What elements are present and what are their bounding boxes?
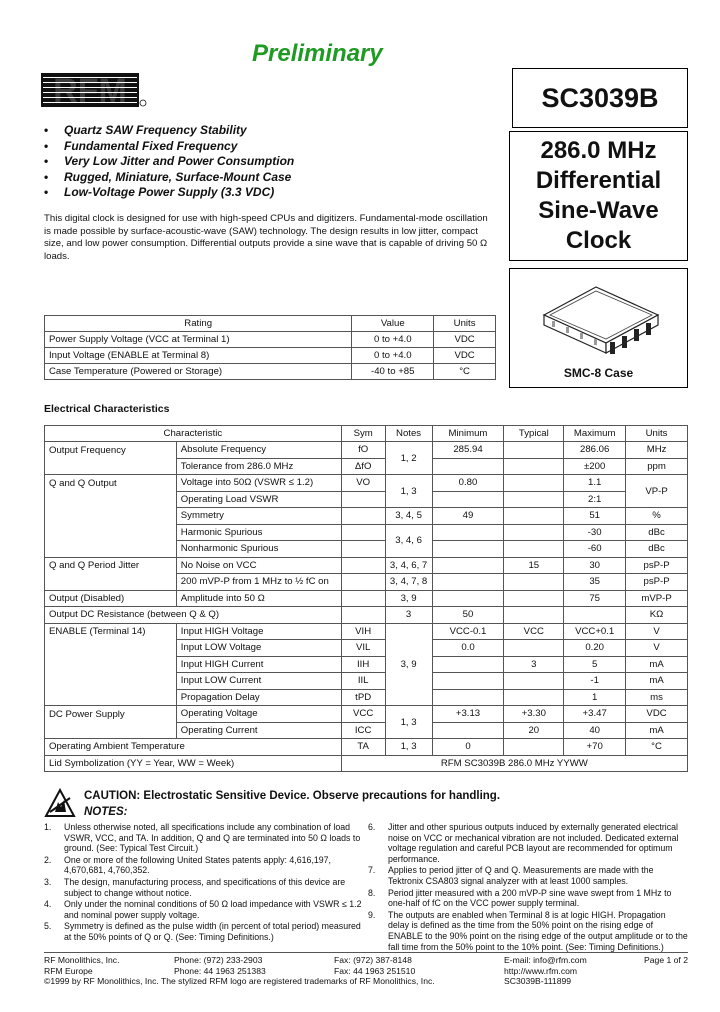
cell: 286.06 xyxy=(564,442,626,459)
note-item xyxy=(368,910,688,952)
cell xyxy=(432,491,504,508)
cell: mA xyxy=(626,656,688,673)
footer-row xyxy=(44,966,688,977)
cell xyxy=(504,640,564,657)
note-item xyxy=(368,888,688,909)
rating-value: -40 to +85 xyxy=(352,364,434,380)
table-row xyxy=(45,475,688,492)
description-line: Clock xyxy=(565,227,632,254)
cell: Lid Symbolization (YY = Year, WW = Week) xyxy=(45,755,342,772)
cell xyxy=(432,689,504,706)
note-text: The outputs are enabled when Terminal 8 is at logic HIGH. Propagation delay is defined as the time from the 50% point on the rising edge of ENABLE to the 90% point on the rising edge of the output amplitude or to the fall time from the 50% point to the 10% point. (See: Timing Definitions.) xyxy=(388,909,688,952)
note-text: Unless otherwise noted, all specifications include any combination of load VSWR, VCC, and TA. In addition, Q and Q are terminated into 50 Ω loads to ground. (See: Typical Test Circuit.) xyxy=(64,822,361,854)
footer-copyright: ©1999 by RF Monolithics, Inc. The stylized RFM logo are registered trademarks of RF Monolithics, Inc. xyxy=(44,976,435,986)
footer-phone: Phone: 44 1963 251383 xyxy=(174,965,266,976)
cell: KΩ xyxy=(626,607,688,624)
cell: VDC xyxy=(626,706,688,723)
footer-company: RF Monolithics, Inc. xyxy=(44,955,120,965)
cell: VCC-0.1 xyxy=(432,623,504,640)
table-row xyxy=(45,590,688,607)
table-row xyxy=(45,508,688,525)
cell: psP-P xyxy=(626,557,688,574)
cell: TA xyxy=(341,739,385,756)
section-title: Electrical Characteristics xyxy=(44,403,170,415)
cell xyxy=(341,574,385,591)
cell xyxy=(45,656,177,673)
table-row xyxy=(45,491,688,508)
table-row xyxy=(45,557,688,574)
cell xyxy=(432,722,504,739)
note-text: Period jitter measured with a 200 mVP-P sine wave swept from 1 MHz to one-half of fC on the VCC power supply terminal. xyxy=(388,887,672,909)
cell: +3.13 xyxy=(432,706,504,723)
note-number: 1. xyxy=(44,822,52,832)
footer-row xyxy=(44,955,688,966)
table-header-row xyxy=(45,426,688,442)
intro-paragraph: This digital clock is designed for use with high-speed CPUs and digitizers. Fundamental-mode oscillation is made possible by surface-acoustic-wave (SAW) technology. The design results in low jitter, compact size, and low power consumption. Differential outputs provide a sine wave that is capable of driving 50 Ω loads. xyxy=(44,213,488,262)
cell: 200 mVP-P from 1 MHz to ½ fC on xyxy=(176,574,341,591)
cell: 35 xyxy=(564,574,626,591)
footer-row xyxy=(44,976,688,987)
table-row xyxy=(45,689,688,706)
cell: V xyxy=(626,623,688,640)
cell: Absolute Frequency xyxy=(176,442,341,459)
cell: VO xyxy=(341,475,385,492)
cell: 3, 4, 7, 8 xyxy=(385,574,432,591)
cell: Amplitude into 50 Ω xyxy=(176,590,341,607)
note-item xyxy=(44,822,364,854)
rating-value: 0 to +4.0 xyxy=(352,332,434,348)
table-row xyxy=(45,656,688,673)
table-row xyxy=(45,442,688,459)
cell: +3.47 xyxy=(564,706,626,723)
rating-units: °C xyxy=(434,364,496,380)
cell xyxy=(504,574,564,591)
part-number: SC3039B xyxy=(541,82,659,113)
note-text: Applies to period jitter of Q and Q. Measurements are made with the Tektronix CSA803 signal analyzer with at least 1000 samples. xyxy=(388,865,654,886)
cell xyxy=(504,442,564,459)
cell: 5 xyxy=(564,656,626,673)
feature-list xyxy=(44,123,294,201)
cell: 30 xyxy=(564,557,626,574)
cell: 3, 4, 6, 7 xyxy=(385,557,432,574)
rating-name: Input Voltage (ENABLE at Terminal 8) xyxy=(45,348,352,364)
cell: ΔfO xyxy=(341,458,385,475)
cell xyxy=(341,557,385,574)
table-header-row xyxy=(45,316,496,332)
cell: 51 xyxy=(564,508,626,525)
footer-company: RFM Europe xyxy=(44,965,93,976)
cell: mA xyxy=(626,722,688,739)
cell: Output DC Resistance (between Q & Q) xyxy=(45,607,342,624)
note-item xyxy=(368,822,688,864)
cell xyxy=(504,508,564,525)
footer-phone: Phone: (972) 233-2903 xyxy=(174,955,263,965)
note-item xyxy=(44,899,364,920)
cell: fO xyxy=(341,442,385,459)
notes-left-column xyxy=(44,822,364,944)
rfm-logo-icon xyxy=(41,73,147,107)
note-text: Symmetry is defined as the pulse width (in percent of total period) measured at the 50% points of Q or Q. (See: Timing Definitions.) xyxy=(64,921,361,942)
rating-units: VDC xyxy=(434,332,496,348)
feature-item: • Rugged, Miniature, Surface-Mount Case xyxy=(44,170,294,186)
cell: °C xyxy=(626,739,688,756)
cell: Symmetry xyxy=(176,508,341,525)
cell xyxy=(432,458,504,475)
cell: ENABLE (Terminal 14) xyxy=(45,623,177,640)
cell xyxy=(45,524,177,541)
cell: Output Frequency xyxy=(45,442,177,459)
cell: Harmonic Spurious xyxy=(176,524,341,541)
cell: VCC+0.1 xyxy=(564,623,626,640)
description-line: Differential xyxy=(535,167,662,194)
cell: tPD xyxy=(341,689,385,706)
cell xyxy=(504,458,564,475)
cell: Input LOW Current xyxy=(176,673,341,690)
cell: V xyxy=(626,640,688,657)
cell xyxy=(341,541,385,558)
cell: 285.94 xyxy=(432,442,504,459)
notes-title: NOTES: xyxy=(84,806,128,818)
cell xyxy=(432,541,504,558)
cell: VIL xyxy=(341,640,385,657)
note-number: 4. xyxy=(44,899,52,910)
rating-name: Power Supply Voltage (VCC at Terminal 1) xyxy=(45,332,352,348)
esd-warning-icon xyxy=(44,788,76,820)
footer-page xyxy=(634,966,688,977)
cell xyxy=(341,524,385,541)
notes-right-column xyxy=(368,822,688,953)
cell: DC Power Supply xyxy=(45,706,177,723)
table-row xyxy=(45,739,688,756)
cell: 15 xyxy=(504,557,564,574)
cell xyxy=(504,541,564,558)
cell xyxy=(504,689,564,706)
cell: IIL xyxy=(341,673,385,690)
cell xyxy=(45,541,177,558)
cell: 3 xyxy=(504,656,564,673)
cell: 20 xyxy=(504,722,564,739)
cell: psP-P xyxy=(626,574,688,591)
rating-name: Case Temperature (Powered or Storage) xyxy=(45,364,352,380)
cell: ms xyxy=(626,689,688,706)
cell xyxy=(45,689,177,706)
cell: -30 xyxy=(564,524,626,541)
cell: 3, 4, 6 xyxy=(385,524,432,557)
cell: -1 xyxy=(564,673,626,690)
part-number-box xyxy=(512,68,688,128)
cell xyxy=(432,656,504,673)
note-item xyxy=(44,877,364,898)
page-footer xyxy=(44,952,688,987)
cell: VIH xyxy=(341,623,385,640)
cell: 1 xyxy=(564,689,626,706)
table-row xyxy=(45,623,688,640)
cell: Operating Current xyxy=(176,722,341,739)
table-row xyxy=(45,722,688,739)
cell: No Noise on VCC xyxy=(176,557,341,574)
cell: Q and Q Output xyxy=(45,475,177,492)
note-text: Only under the nominal conditions of 50 Ω load impedance with VSWR ≤ 1.2 and nominal power supply voltage. xyxy=(64,899,362,920)
cell xyxy=(504,491,564,508)
column-header: Units xyxy=(626,426,688,442)
note-item xyxy=(44,921,364,942)
note-text: Jitter and other spurious outputs induced by externally generated electrical noise on VCC or mechanical vibration are not included. Dedicated external voltage regulation and careful PCB layout are recommended for optimum performance. xyxy=(388,822,679,864)
cell xyxy=(504,475,564,492)
feature-item: • Fundamental Fixed Frequency xyxy=(44,139,294,155)
cell: 1, 3 xyxy=(385,706,432,739)
cell: VCC xyxy=(504,623,564,640)
cell: 1.1 xyxy=(564,475,626,492)
cell: Voltage into 50Ω (VSWR ≤ 1.2) xyxy=(176,475,341,492)
table-row xyxy=(45,574,688,591)
cell: mA xyxy=(626,673,688,690)
table-row xyxy=(45,755,688,772)
cell xyxy=(45,458,177,475)
cell xyxy=(45,722,177,739)
footer-website-link[interactable]: http://www.rfm.com xyxy=(504,965,578,976)
cell: % xyxy=(626,508,688,525)
cell xyxy=(504,673,564,690)
cell: 2:1 xyxy=(564,491,626,508)
cell: RFM SC3039B 286.0 MHz YYWW xyxy=(341,755,687,772)
cell: 0.0 xyxy=(432,640,504,657)
cell: Q and Q Period Jitter xyxy=(45,557,177,574)
note-text: The design, manufacturing process, and specifications of this device are subject to change without notice. xyxy=(64,876,346,898)
table-row xyxy=(45,458,688,475)
cell xyxy=(432,524,504,541)
column-header: Typical xyxy=(504,426,564,442)
note-number: 7. xyxy=(368,865,376,876)
footer-page: Page 1 of 2 xyxy=(644,955,688,965)
description-line: 286.0 MHz xyxy=(540,137,657,164)
cell xyxy=(341,491,385,508)
cell: 1, 2 xyxy=(385,442,432,475)
preliminary-label: Preliminary xyxy=(252,40,383,67)
cell: Operating Voltage xyxy=(176,706,341,723)
table-row xyxy=(45,524,688,541)
cell: 3, 4, 5 xyxy=(385,508,432,525)
cell: Operating Load VSWR xyxy=(176,491,341,508)
column-header: Units xyxy=(434,316,496,332)
rating-value: 0 to +4.0 xyxy=(352,348,434,364)
note-number: 8. xyxy=(368,887,376,898)
column-header: Characteristic xyxy=(45,426,342,442)
cell: dBc xyxy=(626,541,688,558)
svg-text:RFM: RFM xyxy=(53,73,127,107)
cell: 3, 9 xyxy=(385,623,432,706)
rating-units: VDC xyxy=(434,348,496,364)
cell: 1, 3 xyxy=(385,475,432,508)
cell xyxy=(564,607,626,624)
cell: dBc xyxy=(626,524,688,541)
cell: 75 xyxy=(564,590,626,607)
note-text: One or more of the following United States patents apply: 4,616,197, 4,670,681, 4,760,352. xyxy=(64,854,332,876)
cell: 3 xyxy=(385,607,432,624)
note-number: 6. xyxy=(368,822,376,832)
note-number: 5. xyxy=(44,921,52,932)
cell: 40 xyxy=(564,722,626,739)
cell xyxy=(432,673,504,690)
cell: -60 xyxy=(564,541,626,558)
cell: Output (Disabled) xyxy=(45,590,177,607)
table-row xyxy=(45,332,496,348)
cell xyxy=(432,590,504,607)
cell: ±200 xyxy=(564,458,626,475)
column-header: Minimum xyxy=(432,426,504,442)
cell: IIH xyxy=(341,656,385,673)
cell: 3, 9 xyxy=(385,590,432,607)
cell: 1, 3 xyxy=(385,739,432,756)
cell: +3.30 xyxy=(504,706,564,723)
cell: Input HIGH Current xyxy=(176,656,341,673)
cell: 50 xyxy=(432,607,504,624)
column-header: Sym xyxy=(341,426,385,442)
note-item xyxy=(368,865,688,886)
cell xyxy=(45,574,177,591)
cell: VP-P xyxy=(626,475,688,508)
case-label: SMC-8 Case xyxy=(563,366,634,380)
cell: Operating Ambient Temperature xyxy=(45,739,342,756)
smc8-package-icon xyxy=(534,281,664,361)
footer-fax: Fax: (972) 387-8148 xyxy=(334,955,412,965)
cell: +70 xyxy=(564,739,626,756)
cell: Input LOW Voltage xyxy=(176,640,341,657)
cell xyxy=(432,557,504,574)
feature-item: • Quartz SAW Frequency Stability xyxy=(44,123,294,139)
note-number: 3. xyxy=(44,876,52,887)
table-row xyxy=(45,706,688,723)
column-header: Rating xyxy=(45,316,352,332)
table-row xyxy=(45,541,688,558)
cell xyxy=(45,673,177,690)
cell xyxy=(45,491,177,508)
cell xyxy=(504,607,564,624)
footer-fax: Fax: 44 1963 251510 xyxy=(334,965,416,976)
description-line: Sine-Wave xyxy=(538,197,659,224)
cell: 0.20 xyxy=(564,640,626,657)
electrical-characteristics-table xyxy=(44,425,688,772)
note-number: 9. xyxy=(368,909,376,920)
cell xyxy=(45,508,177,525)
cell: ICC xyxy=(341,722,385,739)
footer-email-link[interactable]: E-mail: info@rfm.com xyxy=(504,955,587,965)
cell xyxy=(45,640,177,657)
cell: 0 xyxy=(432,739,504,756)
cell: MHz xyxy=(626,442,688,459)
table-row xyxy=(45,640,688,657)
footer-doc-number: SC3039B-111899 xyxy=(504,976,572,986)
cell xyxy=(341,508,385,525)
cell xyxy=(341,607,385,624)
column-header: Notes xyxy=(385,426,432,442)
product-description-box xyxy=(509,131,688,261)
caution-text: CAUTION: Electrostatic Sensitive Device. Observe precautions for handling. xyxy=(84,790,501,802)
cell: Tolerance from 286.0 MHz xyxy=(176,458,341,475)
feature-item: • Low-Voltage Power Supply (3.3 VDC) xyxy=(44,185,294,201)
feature-item: • Very Low Jitter and Power Consumption xyxy=(44,154,294,170)
case-image-box xyxy=(509,268,688,388)
column-header: Value xyxy=(352,316,434,332)
table-row xyxy=(45,348,496,364)
cell xyxy=(504,524,564,541)
table-row xyxy=(45,364,496,380)
cell xyxy=(341,590,385,607)
table-row xyxy=(45,607,688,624)
cell: 49 xyxy=(432,508,504,525)
cell xyxy=(504,590,564,607)
column-header: Maximum xyxy=(564,426,626,442)
cell: Propagation Delay xyxy=(176,689,341,706)
note-number: 2. xyxy=(44,854,52,865)
cell: ppm xyxy=(626,458,688,475)
cell: Nonharmonic Spurious xyxy=(176,541,341,558)
absolute-rating-table xyxy=(44,315,496,380)
cell: VCC xyxy=(341,706,385,723)
note-item xyxy=(44,855,364,876)
cell: 0.80 xyxy=(432,475,504,492)
cell: Input HIGH Voltage xyxy=(176,623,341,640)
cell xyxy=(504,739,564,756)
cell xyxy=(432,574,504,591)
cell: mVP-P xyxy=(626,590,688,607)
table-row xyxy=(45,673,688,690)
